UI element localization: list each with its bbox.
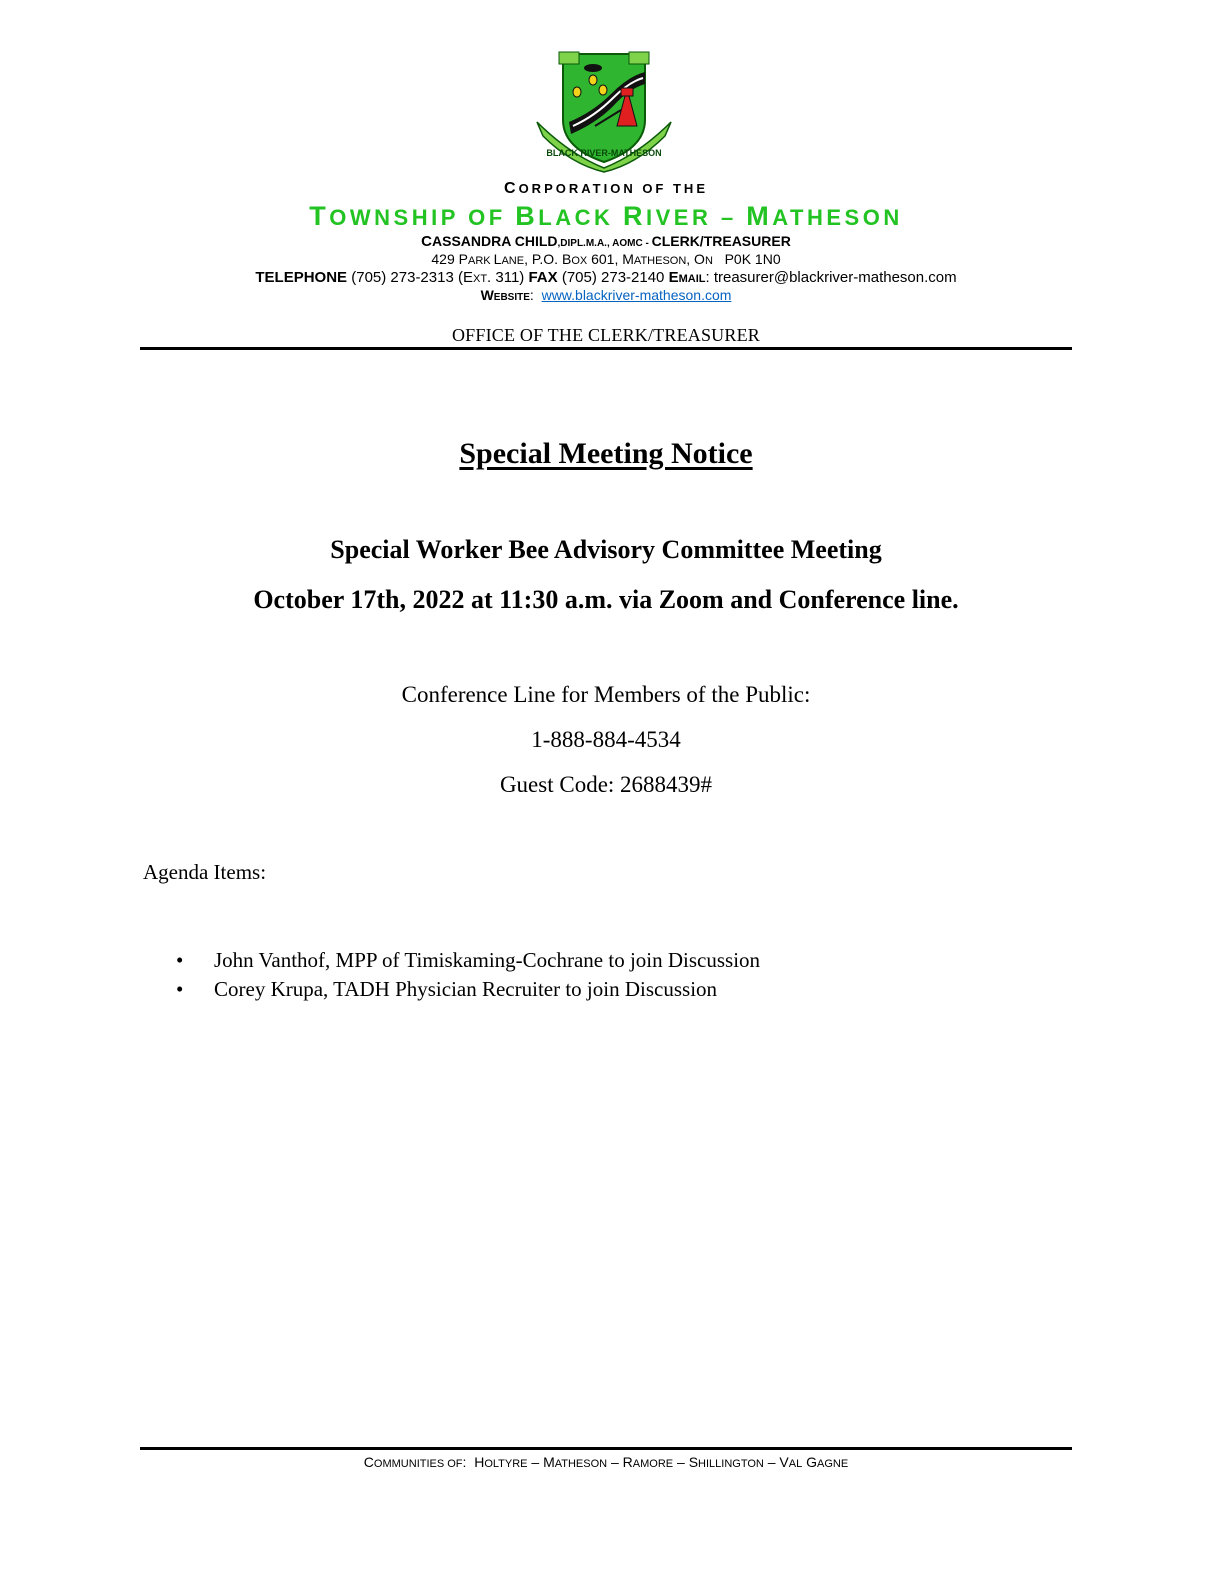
address-part: OX [571, 255, 588, 267]
township-name [0, 201, 1212, 232]
ext-label: XT [472, 273, 488, 285]
bullet-icon: • [176, 977, 184, 1001]
corporation-line [0, 180, 1212, 198]
fax-number: (705) 273-2140 [557, 269, 669, 286]
agenda-item-text: Corey Krupa, TADH Physician Recruiter to join Discussion [214, 977, 718, 1001]
telephone-number: (705) 273-2313 (E [347, 269, 473, 286]
footer-part: : H [462, 1454, 485, 1470]
footer-divider [140, 1447, 1072, 1450]
township-word-cap: T [309, 201, 330, 231]
conference-guest-code: Guest Code: 2688439# [499, 772, 713, 797]
clerk-credentials: ,DIPL.M.A., AOMC - [557, 238, 652, 249]
address-part: , O [686, 251, 705, 267]
address-part: P0K 1N0 [712, 251, 781, 267]
contact-line [0, 269, 1212, 286]
website-link[interactable]: www.blackriver-matheson.com [541, 287, 732, 303]
footer-part: AL [788, 1458, 803, 1470]
footer-part: AMORE [632, 1458, 674, 1470]
footer-part: G [802, 1454, 818, 1470]
corporation-text: ORPORATION OF THE [518, 181, 708, 196]
township-crest-logo [533, 50, 675, 174]
address-part: , P.O. B [524, 251, 572, 267]
email-address: : treasurer@blackriver-matheson.com [705, 269, 957, 286]
website-label: EBSITE [493, 292, 530, 303]
fax-label: FAX [528, 269, 558, 286]
office-title: OFFICE OF THE CLERK/TREASURER [451, 325, 760, 345]
address-part: ARK [467, 255, 494, 267]
footer-part: C [363, 1454, 374, 1470]
email-label-cap: E [668, 269, 679, 286]
meeting-date-time: October 17th, 2022 at 11:30 a.m. via Zoom and Conference line. [253, 585, 959, 614]
telephone-label: TELEPHONE [255, 269, 348, 286]
footer-part: – V [763, 1454, 789, 1470]
ext-number: . 311) [487, 269, 529, 286]
notice-title: Special Meeting Notice [459, 437, 753, 470]
email-label: MAIL [678, 273, 706, 285]
footer-part: AGNE [817, 1458, 849, 1470]
footer-part: ATHESON [554, 1458, 608, 1470]
clerk-title: CLERK/TREASURER [651, 233, 791, 249]
conference-line-heading: Conference Line for Members of the Public: [401, 682, 811, 707]
footer-part: HILLINGTON [698, 1458, 764, 1470]
clerk-name: ASSANDRA CHILD [432, 233, 558, 249]
conference-phone-number: 1-888-884-4534 [531, 727, 681, 752]
website-colon: : [529, 287, 542, 303]
township-word-cap: B [515, 201, 539, 231]
agenda-item [176, 975, 760, 1004]
address-part: ATHESON [633, 255, 687, 267]
township-word-rest: LACK [538, 205, 623, 230]
clerk-name-cap: C [421, 233, 433, 250]
footer-part: OLTYRE [484, 1458, 528, 1470]
agenda-label: Agenda Items: [143, 860, 267, 884]
address-part: 601, M [587, 251, 634, 267]
meeting-name: Special Worker Bee Advisory Committee Meeting [330, 535, 882, 564]
address-part: 429 P [431, 251, 468, 267]
address-part: ANE [501, 255, 525, 267]
bullet-icon: • [176, 948, 184, 972]
clerk-line [0, 233, 1212, 250]
address-part: L [493, 251, 502, 267]
township-word-cap: M [746, 201, 773, 231]
address-part: N [704, 255, 713, 267]
footer-part: – M [527, 1454, 555, 1470]
crest-motto: BLACK RIVER-MATHESON [546, 148, 662, 158]
agenda-item-text: John Vanthof, MPP of Timiskaming-Cochrane to join Discussion [214, 948, 761, 972]
footer-communities [0, 1454, 1212, 1470]
header-divider [140, 347, 1072, 350]
footer-part: – S [673, 1454, 699, 1470]
website-label-cap: W [480, 287, 494, 303]
township-word-rest: OWNSHIP OF [329, 205, 516, 230]
agenda-list [176, 946, 760, 1004]
website-line [0, 287, 1212, 303]
township-word-cap: R [622, 201, 646, 231]
agenda-item [176, 946, 760, 975]
footer-part: – R [607, 1454, 633, 1470]
mailing-address [0, 251, 1212, 267]
footer-part: OMMUNITIES OF [373, 1458, 463, 1470]
township-word-rest: IVER – [645, 205, 747, 230]
corporation-first-letter: C [504, 180, 519, 197]
township-word-rest: ATHESON [772, 205, 903, 230]
